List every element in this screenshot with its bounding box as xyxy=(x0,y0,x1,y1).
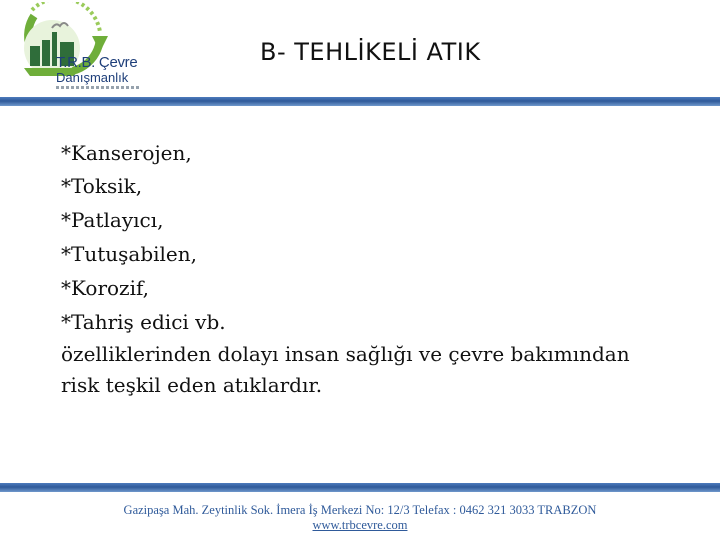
logo-company-name: T.R.B. Çevre xyxy=(56,54,138,71)
body-line: *Korozif, xyxy=(61,276,150,300)
footer-divider-bar xyxy=(0,483,720,492)
body-line: *Patlayıcı, xyxy=(61,208,164,232)
body-line: *Tutuşabilen, xyxy=(61,242,197,266)
footer-website-link[interactable]: www.trbcevre.com xyxy=(312,518,408,532)
body-line: *Tahriş edici vb. xyxy=(61,310,226,334)
body-line: özelliklerinden dolayı insan sağlığı ve çevre bakımından xyxy=(61,342,630,366)
header-divider-bar xyxy=(0,97,720,106)
body-line: risk teşkil eden atıklardır. xyxy=(61,373,323,397)
company-logo xyxy=(4,2,136,94)
slide-body xyxy=(61,138,701,401)
logo-tagline-decoration xyxy=(56,86,140,89)
footer-address: Gazipaşa Mah. Zeytinlik Sok. İmera İş Merkezi No: 12/3 Telefax : 0462 321 3033 TRABZON xyxy=(123,503,597,517)
slide-title: B- TEHLİKELİ ATIK xyxy=(260,38,481,66)
body-line: *Kanserojen, xyxy=(61,141,192,165)
logo-company-subtitle: Danışmanlık xyxy=(56,70,129,85)
body-line: *Toksik, xyxy=(61,174,143,198)
